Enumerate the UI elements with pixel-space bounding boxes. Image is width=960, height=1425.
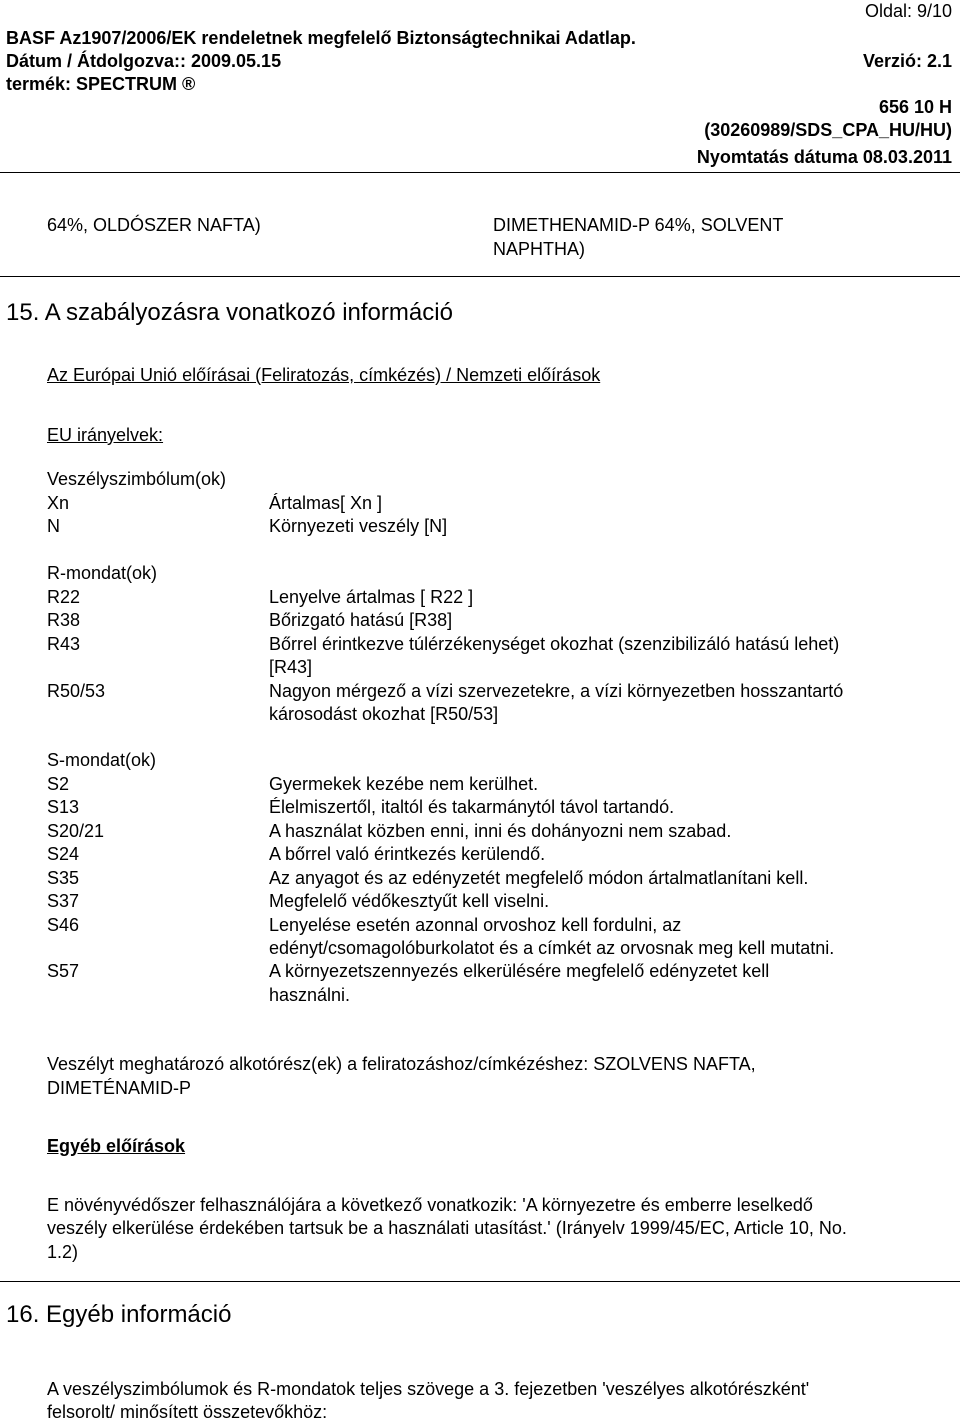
revision-date: Dátum / Átdolgozva:: 2009.05.15 — [6, 51, 282, 71]
carryover-right-2: NAPHTHA) — [493, 239, 586, 259]
r-phrase-code: R43 — [47, 634, 81, 654]
document-ref: (30260989/SDS_CPA_HU/HU) — [704, 120, 952, 140]
section-divider — [0, 1281, 960, 1282]
s-phrase-text: A környezetszennyezés elkerülésére megfelelő edényzetet kell — [269, 961, 770, 981]
s-phrase-text: Az anyagot és az edényzetét megfelelő módon ártalmatlanítani kell. — [269, 868, 809, 888]
hazard-symbols-heading: Veszélyszimbólum(ok) — [47, 469, 227, 489]
s-phrase-code: S35 — [47, 868, 80, 888]
print-date: Nyomtatás dátuma 08.03.2011 — [696, 147, 952, 167]
eu-directives-label: EU irányelvek: — [47, 425, 164, 445]
section-16-title: 16. Egyéb információ — [6, 1301, 232, 1328]
s-phrase-text: edényt/csomagolóburkolatot és a címkét az orvosnak meg kell mutatni. — [269, 938, 835, 958]
label-components-text: DIMETÉNAMID-P — [47, 1078, 191, 1098]
r-phrase-text: Lenyelve ártalmas [ R22 ] — [269, 587, 474, 607]
product-name: termék: SPECTRUM ® — [6, 74, 196, 94]
s-phrase-code: S37 — [47, 891, 80, 911]
s-phrase-code: S20/21 — [47, 821, 105, 841]
hazard-text: Ártalmas[ Xn ] — [269, 493, 383, 513]
s-phrase-code: S2 — [47, 774, 70, 794]
page-number: Oldal: 9/10 — [864, 1, 952, 21]
carryover-left: 64%, OLDÓSZER NAFTA) — [47, 215, 261, 235]
r-phrase-code: R22 — [47, 587, 81, 607]
s-phrases-heading: S-mondat(ok) — [47, 750, 157, 770]
label-components-text: Veszélyt meghatározó alkotórész(ek) a feliratozáshoz/címkézéshez: SZOLVENS NAFTA, — [47, 1054, 756, 1074]
section-16-text: felsorolt/ minősített összetevőkhöz: — [47, 1402, 328, 1422]
header-divider — [0, 172, 960, 173]
r-phrase-code: R38 — [47, 610, 81, 630]
section-16-text: A veszélyszimbólumok és R-mondatok teljes szövege a 3. fejezetben 'veszélyes alkotórészként' — [47, 1379, 810, 1399]
s-phrase-code: S46 — [47, 915, 80, 935]
other-regulations-text: veszély elkerülése érdekében tartsuk be a használati utasítást.' (Irányelv 1999/45/EC, Article 10, No. — [47, 1218, 847, 1238]
section-divider — [0, 276, 960, 277]
other-regulations-heading: Egyéb előírások — [47, 1136, 186, 1156]
other-regulations-text: E növényvédőszer felhasználójára a következő vonatkozik: 'A környezetre és emberre leselkedő — [47, 1195, 813, 1215]
version: Verzió: 2.1 — [862, 51, 952, 71]
r-phrase-text: károsodást okozhat [R50/53] — [269, 704, 499, 724]
product-code: 656 10 H — [878, 97, 952, 117]
s-phrase-text: Gyermekek kezébe nem kerülhet. — [269, 774, 539, 794]
section-15-title: 15. A szabályozásra vonatkozó információ — [6, 299, 453, 326]
s-phrase-text: Lenyelése esetén azonnal orvoshoz kell fordulni, az — [269, 915, 682, 935]
eu-regulations-heading: Az Európai Unió előírásai (Feliratozás, címkézés) / Nemzeti előírások — [47, 365, 601, 385]
other-regulations-text: 1.2) — [47, 1242, 79, 1262]
s-phrase-code: S13 — [47, 797, 80, 817]
s-phrase-text: használni. — [269, 985, 351, 1005]
s-phrase-text: Megfelelő védőkesztyűt kell viselni. — [269, 891, 550, 911]
r-phrase-text: Bőrizgató hatású [R38] — [269, 610, 453, 630]
hazard-code: N — [47, 516, 60, 536]
s-phrase-text: Élelmiszertől, italtól és takarmánytól távol tartandó. — [269, 797, 675, 817]
carryover-right-1: DIMETHENAMID-P 64%, SOLVENT — [493, 215, 784, 235]
regulation-title: BASF Az1907/2006/EK rendeletnek megfelelő Biztonságtechnikai Adatlap. — [6, 28, 636, 48]
s-phrase-text: A bőrrel való érintkezés kerülendő. — [269, 844, 546, 864]
r-phrases-heading: R-mondat(ok) — [47, 563, 158, 583]
hazard-text: Környezeti veszély [N] — [269, 516, 448, 536]
r-phrase-text: Bőrrel érintkezve túlérzékenységet okozhat (szenzibilizáló hatású lehet) — [269, 634, 840, 654]
r-phrase-code: R50/53 — [47, 681, 106, 701]
s-phrase-text: A használat közben enni, inni és dohányozni nem szabad. — [269, 821, 732, 841]
s-phrase-code: S57 — [47, 961, 80, 981]
r-phrase-text: Nagyon mérgező a vízi szervezetekre, a vízi környezetben hosszantartó — [269, 681, 844, 701]
s-phrase-code: S24 — [47, 844, 80, 864]
hazard-code: Xn — [47, 493, 70, 513]
r-phrase-text: [R43] — [269, 657, 313, 677]
